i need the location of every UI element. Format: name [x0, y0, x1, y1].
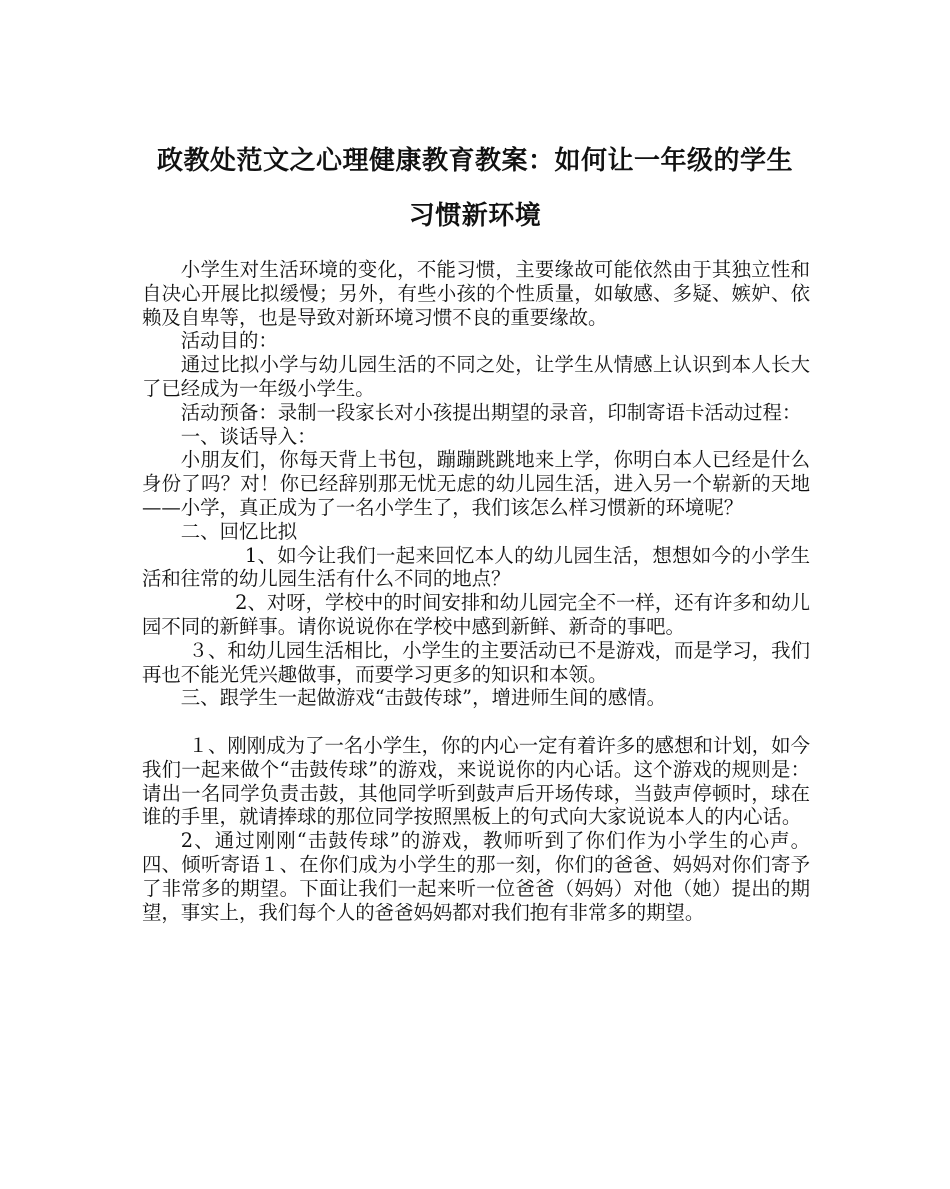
section-heading-3: 三、跟学生一起做游戏“击鼓传球”，增进师生间的感情。 — [180, 686, 666, 710]
paragraph-item-2-2: 2、对呀，学校中的时间安排和幼儿园完全不一样，还有许多和幼儿园不同的新鲜事。请你说说你在学校中感到新鲜、新奇的事吧。 — [142, 591, 810, 638]
paragraph-section-1: 小朋友们，你每天背上书包，蹦蹦跳跳地来上学，你明白本人已经是什么身份了吗？对！你已经辞别那无忧无虑的幼儿园生活，进入另一个崭新的天地——小学，真正成为了一名小学生了，我们该怎么样习惯新的环境呢？ — [142, 448, 810, 519]
title-line-1: 政教处范文之心理健康教育教案：如何让一年级的学生 — [156, 146, 793, 176]
section-heading-1: 一、谈话导入： — [180, 424, 317, 448]
title-line-2: 习惯新环境 — [408, 201, 542, 231]
section-heading-2: 二、回忆比拟 — [180, 519, 298, 543]
paragraph-item-3-1: １、刚刚成为了一名小学生，你的内心一定有着许多的感想和计划，如今我们一起来做个“击鼓传球”的游戏，来说说你的内心话。这个游戏的规则是：请出一名同学负责击鼓，其他同学听到鼓声后开场传球，当鼓声停顿时，球在谁的手里，就请捧球的那位同学按照黑板上的句式向大家说说本人的内心话。 — [142, 733, 810, 829]
paragraph-goal: 通过比拟小学与幼儿园生活的不同之处，让学生从情感上认识到本人长大了已经成为一年级小学生。 — [142, 353, 810, 400]
paragraph-intro: 小学生对生活环境的变化，不能习惯，主要缘故可能依然由于其独立性和自决心开展比拟缓慢；另外，有些小孩的个性质量，如敏感、多疑、嫉妒、依赖及自卑等，也是导致对新环境习惯不良的重要缘故。 — [142, 258, 810, 329]
paragraph-item-2-1: 1、如今让我们一起来回忆本人的幼儿园生活，想想如今的小学生活和往常的幼儿园生活有什么不同的地点？ — [142, 543, 810, 591]
paragraph-preparation: 活动预备：录制一段家长对小孩提出期望的录音，印制寄语卡活动过程： — [180, 400, 802, 424]
document-body — [142, 258, 810, 924]
document-title — [130, 134, 820, 244]
paragraph-item-2-3: ３、和幼儿园生活相比，小学生的主要活动已不是游戏，而是学习，我们再也不能光凭兴趣做事，而要学习更多的知识和本领。 — [142, 638, 810, 686]
paragraph-item-3-2: 2、通过刚刚“击鼓传球”的游戏，教师听到了你们作为小学生的心声。四、倾听寄语１、在你们成为小学生的那一刻，你们的爸爸、妈妈对你们寄予了非常多的期望。下面让我们一起来听一位爸爸（妈妈）对他（她）提出的期望，事实上，我们每个人的爸爸妈妈都对我们抱有非常多的期望。 — [142, 829, 810, 924]
paragraph-goal-heading: 活动目的： — [180, 329, 278, 353]
